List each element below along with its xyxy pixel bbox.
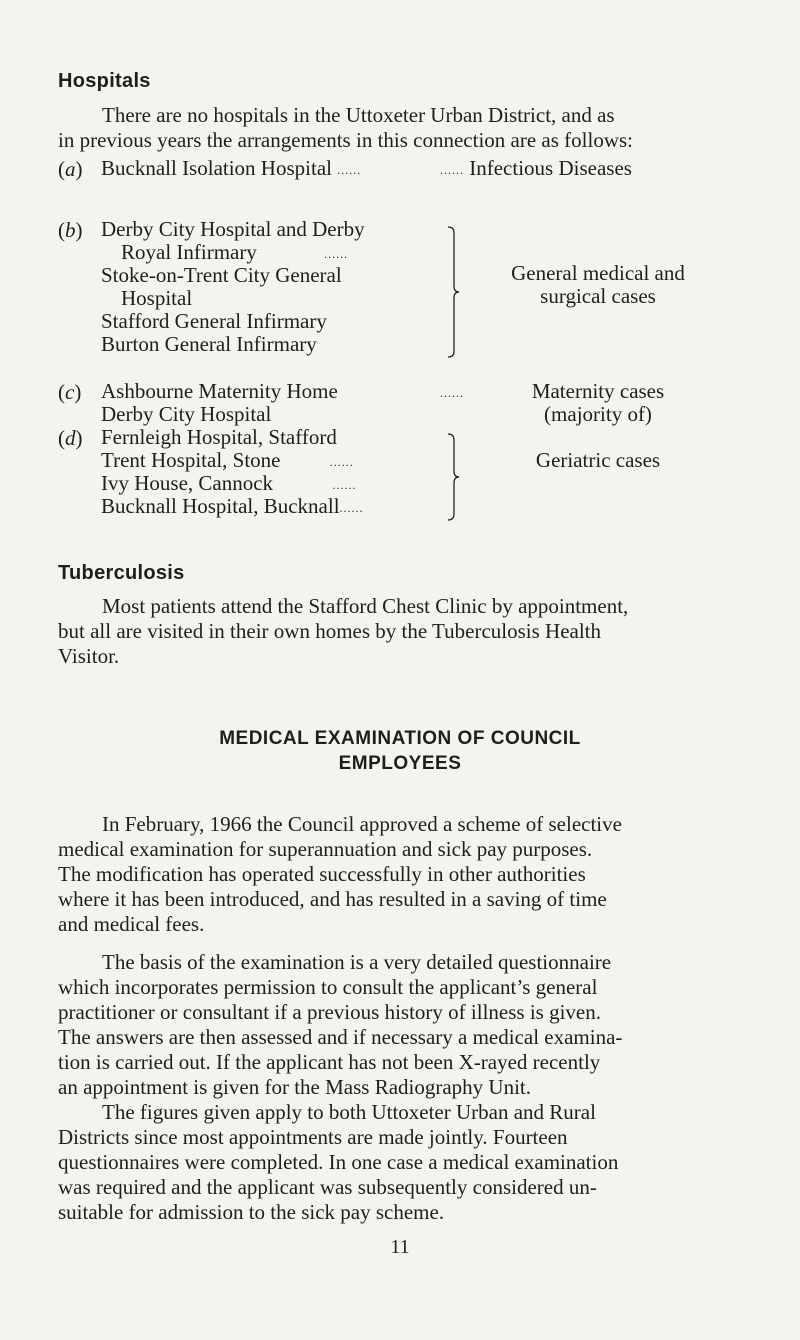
dot-leader: ......: [440, 163, 464, 177]
text-line: The figures given apply to both Uttoxeter Urban and Rural: [102, 1100, 596, 1124]
tuberculosis-heading: Tuberculosis: [58, 562, 185, 584]
category-geriatric: Geriatric cases: [535, 448, 661, 472]
text-line: The basis of the examination is a very detailed questionnaire: [102, 950, 612, 974]
hospitals-intro: [58, 103, 714, 153]
tuberculosis-paragraph: [58, 594, 714, 669]
hospital-name: Derby City Hospital: [101, 402, 272, 426]
text-line: practitioner or consultant if a previous history of illness is given.: [58, 1000, 601, 1024]
hospital-name: Hospital: [121, 286, 193, 310]
dot-leader: ......: [332, 478, 357, 492]
group-label-a: a: [65, 157, 76, 181]
text-line: an appointment is given for the Mass Radiography Unit.: [58, 1075, 532, 1099]
dot-leader: ......: [337, 163, 362, 177]
hospitals-heading: Hospitals: [58, 70, 151, 92]
text-line: Visitor.: [58, 644, 120, 668]
category-infectious: Infectious Diseases: [469, 156, 632, 180]
text-line: medical examination for superannuation and sick pay purposes.: [58, 837, 593, 861]
text-line: There are no hospitals in the Uttoxeter Urban District, and as: [102, 103, 615, 127]
medical-exam-paragraph-1: [58, 812, 714, 937]
dot-leader: ......: [329, 455, 354, 469]
category-line: (majority of): [544, 402, 652, 426]
text-line: in previous years the arrangements in this connection are as follows:: [58, 128, 633, 152]
document-page: Hospitals There are no hospitals in the Uttoxeter Urban District, and as in previous years the arrangements in this connection are as follows: (a) Bucknall Isolation Hospital ...... ...... Infectious Diseases (b) Derby City Hospital and Derby Royal Infirmary ...... Stoke-on-Trent City General Hospital Stafford General Infirmary Burton General Infirmary General medical and surgical cases (c) Ashbourne Maternity Home Derby City Hospital ...... Maternity cases (majority of) (d) Fernleigh Hospital, Stafford Trent Hospital, Stone ...... Ivy House, Cannock ...... Bucknall Hospital, Bucknall...... Geriatric cases Tuberculosis Most patients attend the Stafford Chest Clinic by appointment, but all are visited in their own homes by the Tuberculosis Health Visitor. MEDICAL EXAMINATION OF COUNCIL EMPLOYEES In February, 1966 the Council approved a scheme of selective medical examination for superannuation and sick pay purposes. The modification has operated successfully in other authorities where it has been introduced, and has resulted in a saving of time and medical fees. The basis of the examination is a very detailed questionnaire which incorporates permission to consult the applicant’s general practitioner or consultant if a previous history of illness is given. The answers are then assessed and if necessary a medical examina- tion is carried out. If the applicant has not been X-rayed recently an appointment is given for the Mass Radiography Unit. The figures given apply to both Uttoxeter Urban and Rural Districts since most appointments are made jointly. Fourteen questionnaires were completed. In one case a medical examination was required and the applicant was subsequently considered un- suitable for admission to the sick pay scheme. 11: [0, 0, 800, 1340]
medical-exam-title: [0, 726, 800, 776]
page-number: 11: [390, 1236, 410, 1258]
text-line: Districts since most appointments are made jointly. Fourteen: [58, 1125, 568, 1149]
hospital-name: Stoke-on-Trent City General: [101, 263, 342, 287]
hospital-name: Bucknall Hospital, Bucknall: [101, 494, 340, 518]
hospital-name: Derby City Hospital and Derby: [101, 217, 365, 241]
text-line: The modification has operated successfully in other authorities: [58, 862, 586, 886]
text-line: where it has been introduced, and has resulted in a saving of time: [58, 887, 607, 911]
hospital-name: Trent Hospital, Stone: [101, 448, 281, 472]
medical-exam-paragraph-3: [58, 1100, 714, 1225]
title-line: MEDICAL EXAMINATION OF COUNCIL: [219, 728, 581, 749]
text-line: but all are visited in their own homes by the Tuberculosis Health: [58, 619, 602, 643]
dot-leader: ......: [440, 386, 464, 400]
group-label-d: d: [65, 426, 76, 450]
text-line: and medical fees.: [58, 912, 205, 936]
hospital-name: Royal Infirmary: [121, 240, 257, 264]
category-line: Maternity cases: [531, 379, 665, 403]
text-line: suitable for admission to the sick pay scheme.: [58, 1200, 445, 1224]
hospital-name: Ivy House, Cannock: [101, 471, 274, 495]
right-brace-icon: [446, 225, 460, 359]
hospital-name: Stafford General Infirmary: [101, 309, 327, 333]
dot-leader: ......: [324, 247, 349, 261]
text-line: which incorporates permission to consult the applicant’s general: [58, 975, 598, 999]
hospital-name: Fernleigh Hospital, Stafford: [101, 425, 337, 449]
hospital-name: Ashbourne Maternity Home: [101, 379, 338, 403]
text-line: was required and the applicant was subsequently considered un-: [58, 1175, 597, 1199]
hospital-name: Bucknall Isolation Hospital: [101, 156, 332, 180]
hospital-name: Burton General Infirmary: [101, 332, 317, 356]
text-line: questionnaires were completed. In one case a medical examination: [58, 1150, 619, 1174]
text-line: Most patients attend the Stafford Chest Clinic by appointment,: [102, 594, 629, 618]
right-brace-icon: [446, 432, 460, 522]
dot-leader: ......: [339, 501, 364, 515]
medical-exam-paragraph-2: [58, 950, 714, 1100]
category-line: surgical cases: [540, 284, 656, 308]
text-line: The answers are then assessed and if necessary a medical examina-: [58, 1025, 623, 1049]
group-label-b: b: [65, 218, 76, 242]
text-line: In February, 1966 the Council approved a scheme of selective: [102, 812, 622, 836]
text-line: tion is carried out. If the applicant has not been X-rayed recently: [58, 1050, 601, 1074]
group-label-c: c: [65, 380, 75, 404]
category-line: General medical and: [511, 261, 685, 285]
title-line: EMPLOYEES: [338, 753, 462, 774]
